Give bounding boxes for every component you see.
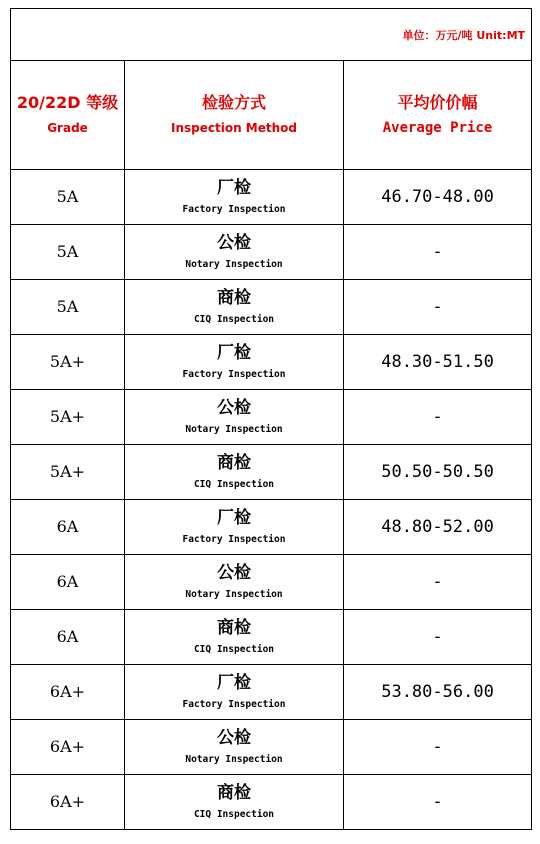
price-cell: [344, 610, 532, 665]
grade-cell: [11, 335, 125, 390]
price-cell: [344, 280, 532, 335]
method-header-zh: 检验方式: [201, 93, 266, 112]
grade-value: 5A+: [49, 407, 86, 426]
table-row: [11, 280, 532, 335]
table-row: [11, 555, 532, 610]
table-row: [11, 390, 532, 445]
grade-value: 6A+: [49, 737, 86, 756]
table-row: [11, 610, 532, 665]
table-row: [11, 335, 532, 390]
price-header-en: Average Price: [382, 120, 493, 136]
grade-cell: [11, 390, 125, 445]
unit-label: 单位：万元/吨 Unit:MT: [402, 28, 526, 42]
grade-value: 5A: [56, 242, 79, 261]
price-cell: [344, 555, 532, 610]
price-cell: [344, 225, 532, 280]
method-cell: [125, 775, 344, 830]
table-row: [11, 775, 532, 830]
grade-cell: [11, 665, 125, 720]
method-zh: 商检: [217, 783, 251, 803]
method-zh: 厂检: [217, 508, 251, 528]
method-zh: 厂检: [217, 673, 251, 693]
price-cell: [344, 720, 532, 775]
method-cell: [125, 280, 344, 335]
price-value: -: [432, 407, 443, 427]
price-header-zh: 平均价价幅: [397, 93, 478, 112]
price-value: 46.70-48.00: [381, 187, 494, 207]
method-cell: [125, 555, 344, 610]
unit-row: [11, 9, 532, 61]
grade-value: 6A+: [49, 682, 86, 701]
method-zh: 公检: [217, 728, 251, 748]
grade-cell: [11, 280, 125, 335]
price-value: -: [432, 627, 443, 647]
method-cell: [125, 170, 344, 225]
price-value: -: [432, 737, 443, 757]
price-value: 53.80-56.00: [381, 682, 494, 702]
price-value: -: [432, 792, 443, 812]
method-header: [125, 61, 344, 170]
grade-header-zh: 20/22D 等级: [16, 93, 119, 112]
table-row: [11, 720, 532, 775]
grade-cell: [11, 445, 125, 500]
unit-cell: [11, 9, 532, 61]
price-value: 50.50-50.50: [381, 462, 494, 482]
method-en: Notary Inspection: [185, 259, 283, 270]
price-cell: [344, 500, 532, 555]
grade-value: 5A+: [49, 462, 86, 481]
method-zh: 公检: [217, 233, 251, 253]
grade-cell: [11, 775, 125, 830]
price-table: [10, 8, 532, 830]
method-en: Factory Inspection: [182, 369, 286, 380]
grade-cell: [11, 225, 125, 280]
price-cell: [344, 665, 532, 720]
method-en: Notary Inspection: [185, 424, 283, 435]
method-en: Notary Inspection: [185, 589, 283, 600]
method-en: Factory Inspection: [182, 534, 286, 545]
grade-value: 6A: [56, 517, 79, 536]
table-row: [11, 500, 532, 555]
method-en: CIQ Inspection: [193, 479, 275, 490]
method-zh: 公检: [217, 563, 251, 583]
grade-value: 5A+: [49, 352, 86, 371]
method-zh: 公检: [217, 398, 251, 418]
method-en: Notary Inspection: [185, 754, 283, 765]
header-row: [11, 61, 532, 170]
method-cell: [125, 335, 344, 390]
grade-cell: [11, 500, 125, 555]
grade-value: 5A: [56, 297, 79, 316]
price-value: 48.30-51.50: [381, 352, 494, 372]
method-cell: [125, 225, 344, 280]
grade-value: 6A: [56, 627, 79, 646]
price-cell: [344, 390, 532, 445]
grade-cell: [11, 555, 125, 610]
grade-value: 5A: [56, 187, 79, 206]
method-en: Factory Inspection: [182, 699, 286, 710]
table-row: [11, 445, 532, 500]
method-en: CIQ Inspection: [193, 314, 275, 325]
grade-cell: [11, 610, 125, 665]
price-header: [344, 61, 532, 170]
grade-header-en: Grade: [47, 121, 88, 135]
grade-cell: [11, 720, 125, 775]
method-header-en: Inspection Method: [171, 121, 297, 135]
method-zh: 厂检: [217, 178, 251, 198]
price-value: -: [432, 572, 443, 592]
method-zh: 商检: [217, 618, 251, 638]
method-cell: [125, 445, 344, 500]
price-value: -: [432, 242, 443, 262]
price-cell: [344, 170, 532, 225]
price-cell: [344, 775, 532, 830]
table-body: [11, 170, 532, 830]
method-cell: [125, 500, 344, 555]
method-cell: [125, 610, 344, 665]
price-value: 48.80-52.00: [381, 517, 494, 537]
method-en: Factory Inspection: [182, 204, 286, 215]
price-value: -: [432, 297, 443, 317]
grade-cell: [11, 170, 125, 225]
method-cell: [125, 390, 344, 445]
price-cell: [344, 335, 532, 390]
grade-value: 6A: [56, 572, 79, 591]
table-row: [11, 170, 532, 225]
method-cell: [125, 665, 344, 720]
table-row: [11, 225, 532, 280]
method-cell: [125, 720, 344, 775]
method-en: CIQ Inspection: [193, 644, 275, 655]
method-en: CIQ Inspection: [193, 809, 275, 820]
method-zh: 厂检: [217, 343, 251, 363]
grade-value: 6A+: [49, 792, 86, 811]
price-cell: [344, 445, 532, 500]
table-row: [11, 665, 532, 720]
method-zh: 商检: [217, 288, 251, 308]
method-zh: 商检: [217, 453, 251, 473]
grade-header: [11, 61, 125, 170]
